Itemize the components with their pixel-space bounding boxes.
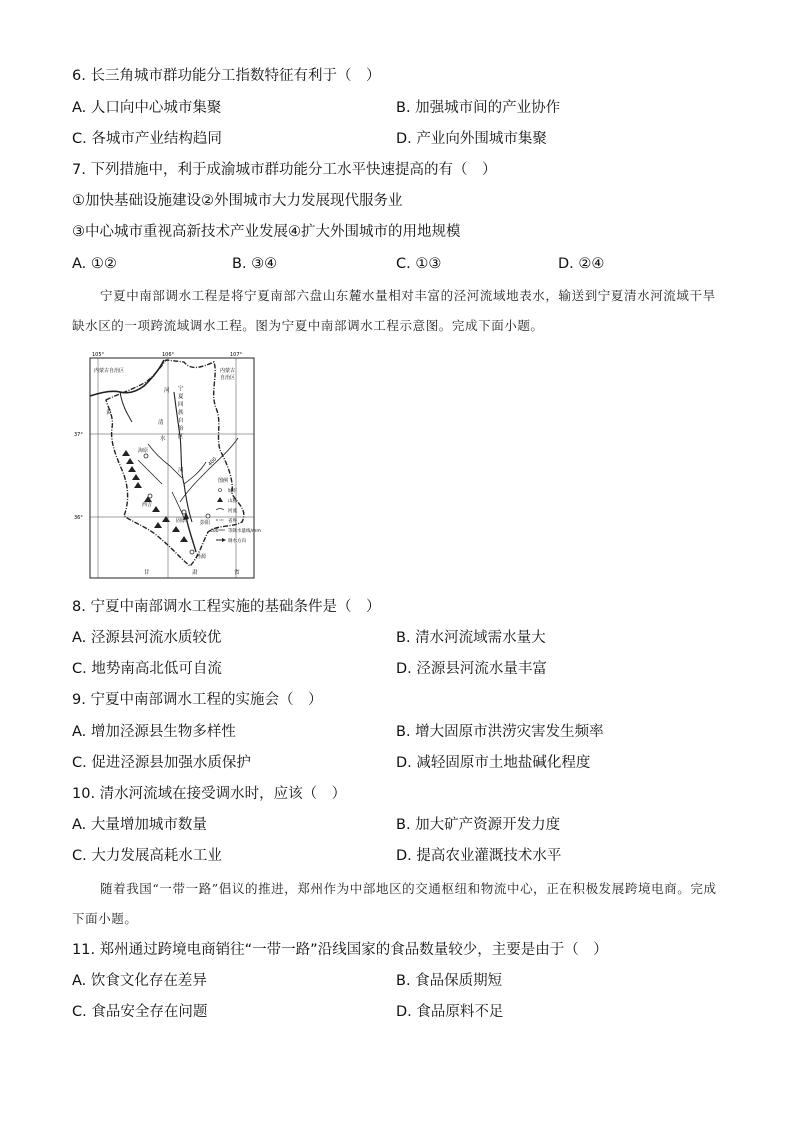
ningxia-water-diversion-map bbox=[74, 352, 261, 580]
legend-city: 城市 bbox=[228, 489, 237, 494]
q8-option-d: D. 泾源县河流水量丰富 bbox=[396, 661, 547, 677]
lon-label-105: 105° bbox=[92, 352, 105, 358]
river-label-qingshui: 水 bbox=[160, 436, 166, 442]
river-label-huang: 黄 bbox=[106, 410, 112, 416]
q11-stem: 11. 郑州通过跨境电商销往“一带一路”沿线国家的食品数量较少，主要是由于（ ） bbox=[72, 942, 608, 958]
q8-option-a: A. 泾源县河流水质较优 bbox=[72, 630, 222, 646]
city-label-xiji: 西吉 bbox=[142, 502, 153, 508]
region-label-neimenggu-right-2: 自治区 bbox=[220, 375, 236, 381]
lon-label-107: 107° bbox=[230, 352, 243, 358]
q8-stem: 8. 宁夏中南部调水工程实施的基础条件是（ ） bbox=[72, 599, 381, 615]
legend-isohyet-prefix: 400 bbox=[210, 529, 219, 534]
q10-option-b: B. 加大矿产资源开发力度 bbox=[396, 817, 561, 833]
q10-option-a: A. 大量增加城市数量 bbox=[72, 817, 207, 833]
q6-option-d: D. 产业向外围城市集聚 bbox=[396, 131, 547, 147]
region-label-ningxia-char: 治 bbox=[178, 426, 184, 432]
river-label-he: 河 bbox=[164, 388, 170, 394]
legend-isohyet: 等降水量线/mm bbox=[228, 529, 261, 534]
region-label-neimenggu-left: 内蒙古自治区 bbox=[94, 368, 125, 374]
region-label-ningxia-char: 区 bbox=[178, 434, 184, 440]
lat-label-36: 36° bbox=[74, 515, 83, 521]
region-label-ningxia-char: 宁 bbox=[178, 386, 184, 392]
region-label-neimenggu-right-1: 内蒙古 bbox=[220, 368, 236, 374]
region-label-ningxia-char: 回 bbox=[178, 402, 184, 408]
river-label-qingshui: 清 bbox=[158, 420, 164, 426]
q6-stem: 6. 长三角城市群功能分工指数特征有利于（ ） bbox=[72, 68, 381, 84]
isohyet-label: 400 bbox=[207, 456, 219, 468]
river-label-qingshui: 河 bbox=[178, 468, 184, 474]
q9-option-c: C. 促进泾源县加强水质保护 bbox=[72, 755, 251, 771]
q9-option-d: D. 减轻固原市土地盐碱化程度 bbox=[396, 755, 591, 771]
lat-label-37: 37° bbox=[74, 432, 83, 438]
city-label-haiyuan: 海原 bbox=[138, 448, 149, 454]
q7-stem: 7. 下列措施中，利于成渝城市群功能分工水平快速提高的有（ ） bbox=[72, 162, 497, 178]
q6-option-b: B. 加强城市间的产业协作 bbox=[396, 100, 561, 116]
q6-option-c: C. 各城市产业结构趋同 bbox=[72, 131, 222, 147]
q7-option-d: D. ②④ bbox=[558, 256, 605, 272]
q8-option-c: C. 地势南高北低可自流 bbox=[72, 661, 222, 677]
region-label-gansu: 甘 bbox=[144, 570, 150, 576]
legend-mountain: 山脉 bbox=[228, 499, 237, 504]
city-label-jingyuan: 泾源 bbox=[196, 554, 207, 560]
legend-title: 图例 bbox=[218, 478, 229, 484]
q7-option-c: C. ①③ bbox=[396, 256, 442, 272]
q11-option-a: A. 饮食文化存在差异 bbox=[72, 973, 207, 989]
q7-items-2: ③中心城市重视高新技术产业发展④扩大外围城市的用地规模 bbox=[72, 224, 461, 240]
q11-option-c: C. 食品安全存在问题 bbox=[72, 1004, 208, 1020]
city-label-guyuan: 固原 bbox=[176, 518, 187, 524]
passage-ningxia: 宁夏中南部调水工程是将宁夏南部六盘山东麓水量相对丰富的泾河流域地表水，输送到宁夏清水河流域干旱缺水区的一项跨流域调水工程。图为宁夏中南部调水工程示意图。完成下面小题。 bbox=[72, 288, 716, 333]
q9-stem: 9. 宁夏中南部调水工程的实施会（ ） bbox=[72, 692, 323, 708]
region-label-ningxia-char: 夏 bbox=[178, 394, 184, 400]
q6-option-a: A. 人口向中心城市集聚 bbox=[72, 100, 222, 116]
q7-option-b: B. ③④ bbox=[232, 256, 278, 272]
lon-label-106: 106° bbox=[162, 352, 175, 358]
region-label-gansu: 肃 bbox=[192, 570, 198, 576]
region-label-ningxia-char: 自 bbox=[178, 418, 184, 424]
q7-items-1: ①加快基础设施建设②外围城市大力发展现代服务业 bbox=[72, 193, 403, 209]
q10-option-c: C. 大力发展高耗水工业 bbox=[72, 848, 222, 864]
q8-option-b: B. 清水河流域需水量大 bbox=[396, 630, 546, 646]
legend-diversion: 调水方向 bbox=[228, 539, 246, 544]
q9-option-b: B. 增大固原市洪涝灾害发生频率 bbox=[396, 724, 604, 740]
passage-zhengzhou: 随着我国“一带一路”倡议的推进，郑州作为中部地区的交通枢纽和物流中心，正在积极发展跨境电商。完成下面小题。 bbox=[72, 881, 717, 926]
region-label-ningxia-char: 族 bbox=[178, 410, 184, 416]
city-label-pengyang: 彭阳 bbox=[200, 520, 211, 526]
legend-border: 省界 bbox=[228, 519, 237, 524]
q9-option-a: A. 增加泾源县生物多样性 bbox=[72, 724, 236, 740]
q7-option-a: A. ①② bbox=[72, 256, 117, 272]
legend-river: 河流 bbox=[228, 509, 237, 514]
q11-option-b: B. 食品保质期短 bbox=[396, 973, 503, 989]
q11-option-d: D. 食品原料不足 bbox=[396, 1004, 504, 1020]
q10-stem: 10. 清水河流域在接受调水时，应该（ ） bbox=[72, 786, 347, 802]
region-label-gansu: 省 bbox=[234, 570, 240, 576]
q10-option-d: D. 提高农业灌溉技术水平 bbox=[396, 848, 562, 864]
